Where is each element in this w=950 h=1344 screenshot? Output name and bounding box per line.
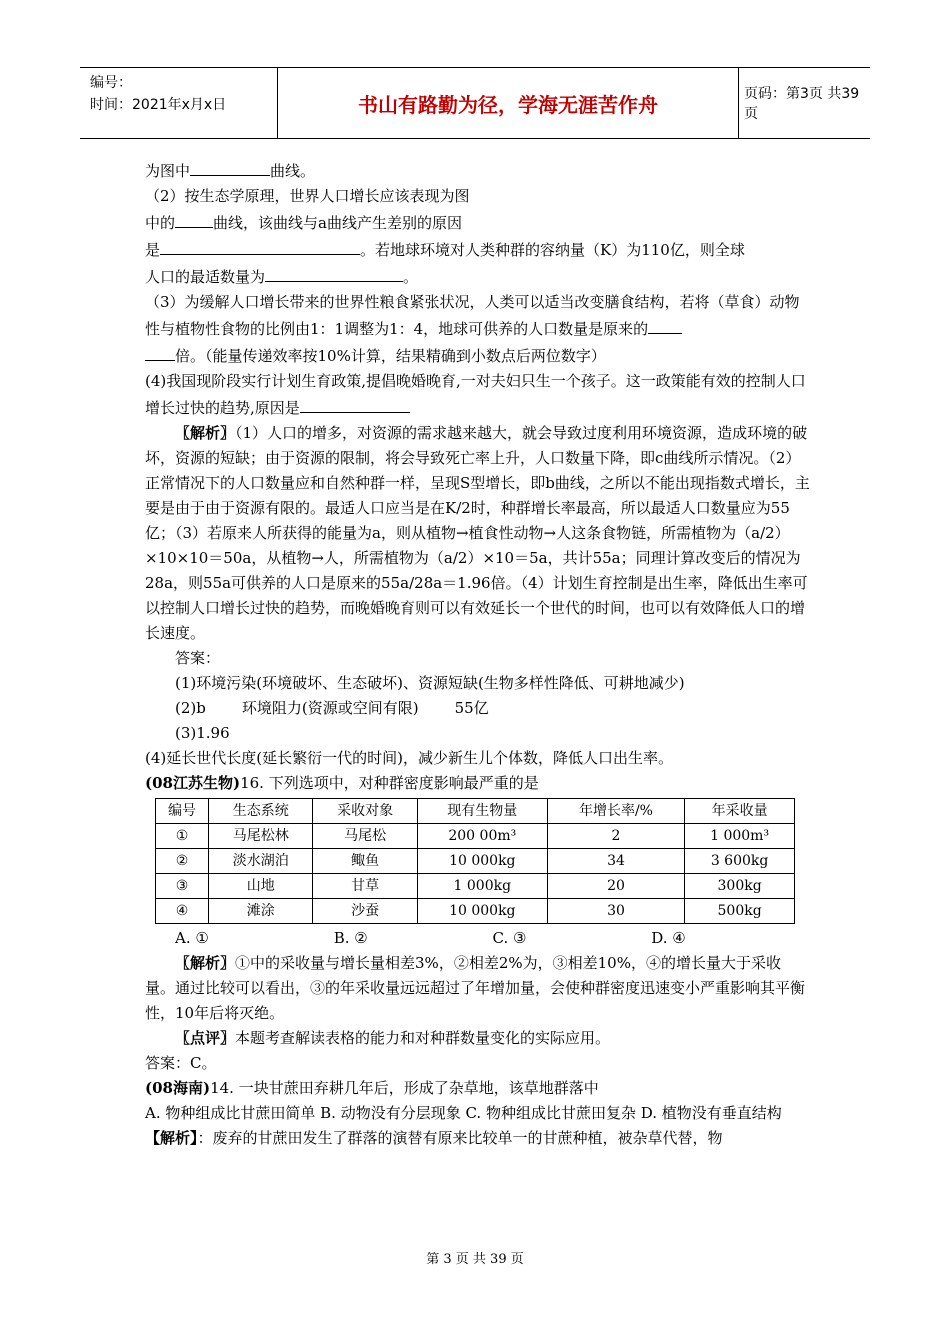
table-cell: 马尾松 (313, 824, 417, 849)
date-label: 时间：2021年x月x日 (90, 97, 227, 113)
table-cell: 沙蚕 (313, 899, 417, 924)
table-header: 现有生物量 (417, 799, 547, 824)
table-cell: 滩涂 (209, 899, 313, 924)
table-cell: 10 000kg (417, 849, 547, 874)
table-cell: 30 (547, 899, 684, 924)
question-3: （3）为缓解人口增长带来的世界性粮食紧张状况，人类可以适当改变膳食结构，若将（草食）动物性与植物性食物的比例由1：1调整为1：4，地球可供养的人口数量是原来的 (145, 293, 800, 338)
table-header: 年采收量 (685, 799, 795, 824)
table-cell: 1 000kg (417, 874, 547, 899)
table-cell: ② (156, 849, 209, 874)
table-header: 采收对象 (313, 799, 417, 824)
table-cell: 淡水湖泊 (209, 849, 313, 874)
options-16 (145, 926, 810, 951)
analysis-3: 【解析】：废弃的甘蔗田发生了群落的演替有原来比较单一的甘蔗种植，被杂草代替，物 (145, 1129, 723, 1147)
table-row (156, 824, 795, 849)
answer-3: (3)1.96 (175, 724, 230, 742)
table-header: 年增长率/% (547, 799, 684, 824)
table-cell: 34 (547, 849, 684, 874)
option-d: D. ④ (651, 929, 686, 947)
table-cell: 山地 (209, 874, 313, 899)
table-row (156, 849, 795, 874)
table-cell: 300kg (685, 874, 795, 899)
text-line: 中的 曲线，该曲线与a曲线产生差别的原因 (145, 209, 810, 236)
table-cell: 甘草 (313, 874, 417, 899)
analysis-1: 〖解析〗（1）人口的增多，对资源的需求越来越大，就会导致过度利用环境资源，造成环境的破坏，资源的短缺；由于资源的限制，将会导致死亡率上升，人口数量下降，即c曲线所示情况。（2）正常情况下的人口数量应和自然种群一样，呈现S型增长，即b曲线，之所以不能出现指数式增长，主要是由于由于资源有限的。最适人口应当是在K/2时，种群增长率最高，所以最适人口数量应为55亿；（3）若原来人所获得的能量为a，则从植物→植食性动物→人这条食物链，所需植物为（a/2）×10×10＝50a，从植物→人，所需植物为（a/2）×10＝5a，共计55a；同理计算改变后的情况为28a，则55a可供养的人口是原来的55a/28a＝1.96倍。（4）计划生育控制是出生率，降低出生率可以控制人口增长过快的趋势，而晚婚晚育则可以有效延长一个世代的时间，也可以有效降低人口的增长速度。 (145, 424, 810, 642)
document-body (145, 157, 810, 1151)
comment: 〖点评〗本题考查解读表格的能力和对种群数量变化的实际应用。 (175, 1029, 611, 1047)
number-label: 编号： (90, 75, 132, 91)
header-motto: 书山有路勤为径，学海无涯苦作舟 (278, 68, 739, 138)
option-b: B. ② (333, 929, 368, 947)
answer-16: 答案：C。 (145, 1054, 217, 1072)
table-header: 生态系统 (209, 799, 313, 824)
page-header (80, 67, 870, 139)
question-4: (4)我国现阶段实行计划生育政策,提倡晚婚晚育,一对夫妇只生一个孩子。这一政策能有效的控制人口增长过快的趋势,原因是 (145, 372, 806, 417)
table-header-row (156, 799, 795, 824)
text-line: 人口的最适数量为 。 (145, 263, 810, 290)
answer-label: 答案： (175, 649, 221, 667)
table-cell: 20 (547, 874, 684, 899)
text-line: 是 。若地球环境对人类种群的容纳量（K）为110亿，则全球 (145, 236, 810, 263)
table-cell: 200 00m³ (417, 824, 547, 849)
option-a: A. ① (175, 929, 209, 947)
options-14: A. 物种组成比甘蔗田简单 B. 动物没有分层现象 C. 物种组成比甘蔗田复杂 D. 植物没有垂直结构 (145, 1104, 782, 1122)
header-page-info: 页码：第3页 共39页 (744, 86, 860, 122)
table-row (156, 874, 795, 899)
answer-1: (1)环境污染(环境破坏、生态破坏)、资源短缺(生物多样性降低、可耕地减少) (175, 674, 685, 692)
table-cell: 1 000m³ (685, 824, 795, 849)
table-cell: ③ (156, 874, 209, 899)
table-row (156, 899, 795, 924)
table-cell: 500kg (685, 899, 795, 924)
answer-2: (2)b 环境阻力(资源或空间有限) 55亿 (175, 699, 489, 717)
text-line: 为图中 曲线。 (145, 157, 810, 184)
table-cell: ④ (156, 899, 209, 924)
table-cell: 马尾松林 (209, 824, 313, 849)
analysis-2: 〖解析〗①中的采收量与增长量相差3%，②相差2%为，③相差10%，④的增长量大于采收量。通过比较可以看出，③的年采收量远远超过了年增加量，会使种群密度迅速变小严重影响其平衡性，10年后将灭绝。 (145, 954, 806, 1022)
table-cell: 2 (547, 824, 684, 849)
option-c: C. ③ (492, 929, 527, 947)
answer-4: (4)延长世代长度(延长繁衍一代的时间)，减少新生儿个体数，降低人口出生率。 (145, 749, 673, 767)
text-line: 倍。（能量传递效率按10%计算，结果精确到小数点后两位数字） (145, 342, 810, 369)
text-line: （2）按生态学原理，世界人口增长应该表现为图 (145, 187, 470, 205)
table-cell: 10 000kg (417, 899, 547, 924)
table-header: 编号 (156, 799, 209, 824)
header-meta (80, 68, 278, 138)
question-16: (08江苏生物)16. 下列选项中，对种群密度影响最严重的是 (145, 774, 539, 792)
table-cell: 3 600kg (685, 849, 795, 874)
table-cell: ① (156, 824, 209, 849)
page-footer: 第 3 页 共 39 页 (426, 1252, 524, 1267)
table-cell: 鲰鱼 (313, 849, 417, 874)
data-table (155, 798, 795, 924)
question-14: (08海南)14. 一块甘蔗田弃耕几年后，形成了杂草地，该草地群落中 (145, 1079, 599, 1097)
